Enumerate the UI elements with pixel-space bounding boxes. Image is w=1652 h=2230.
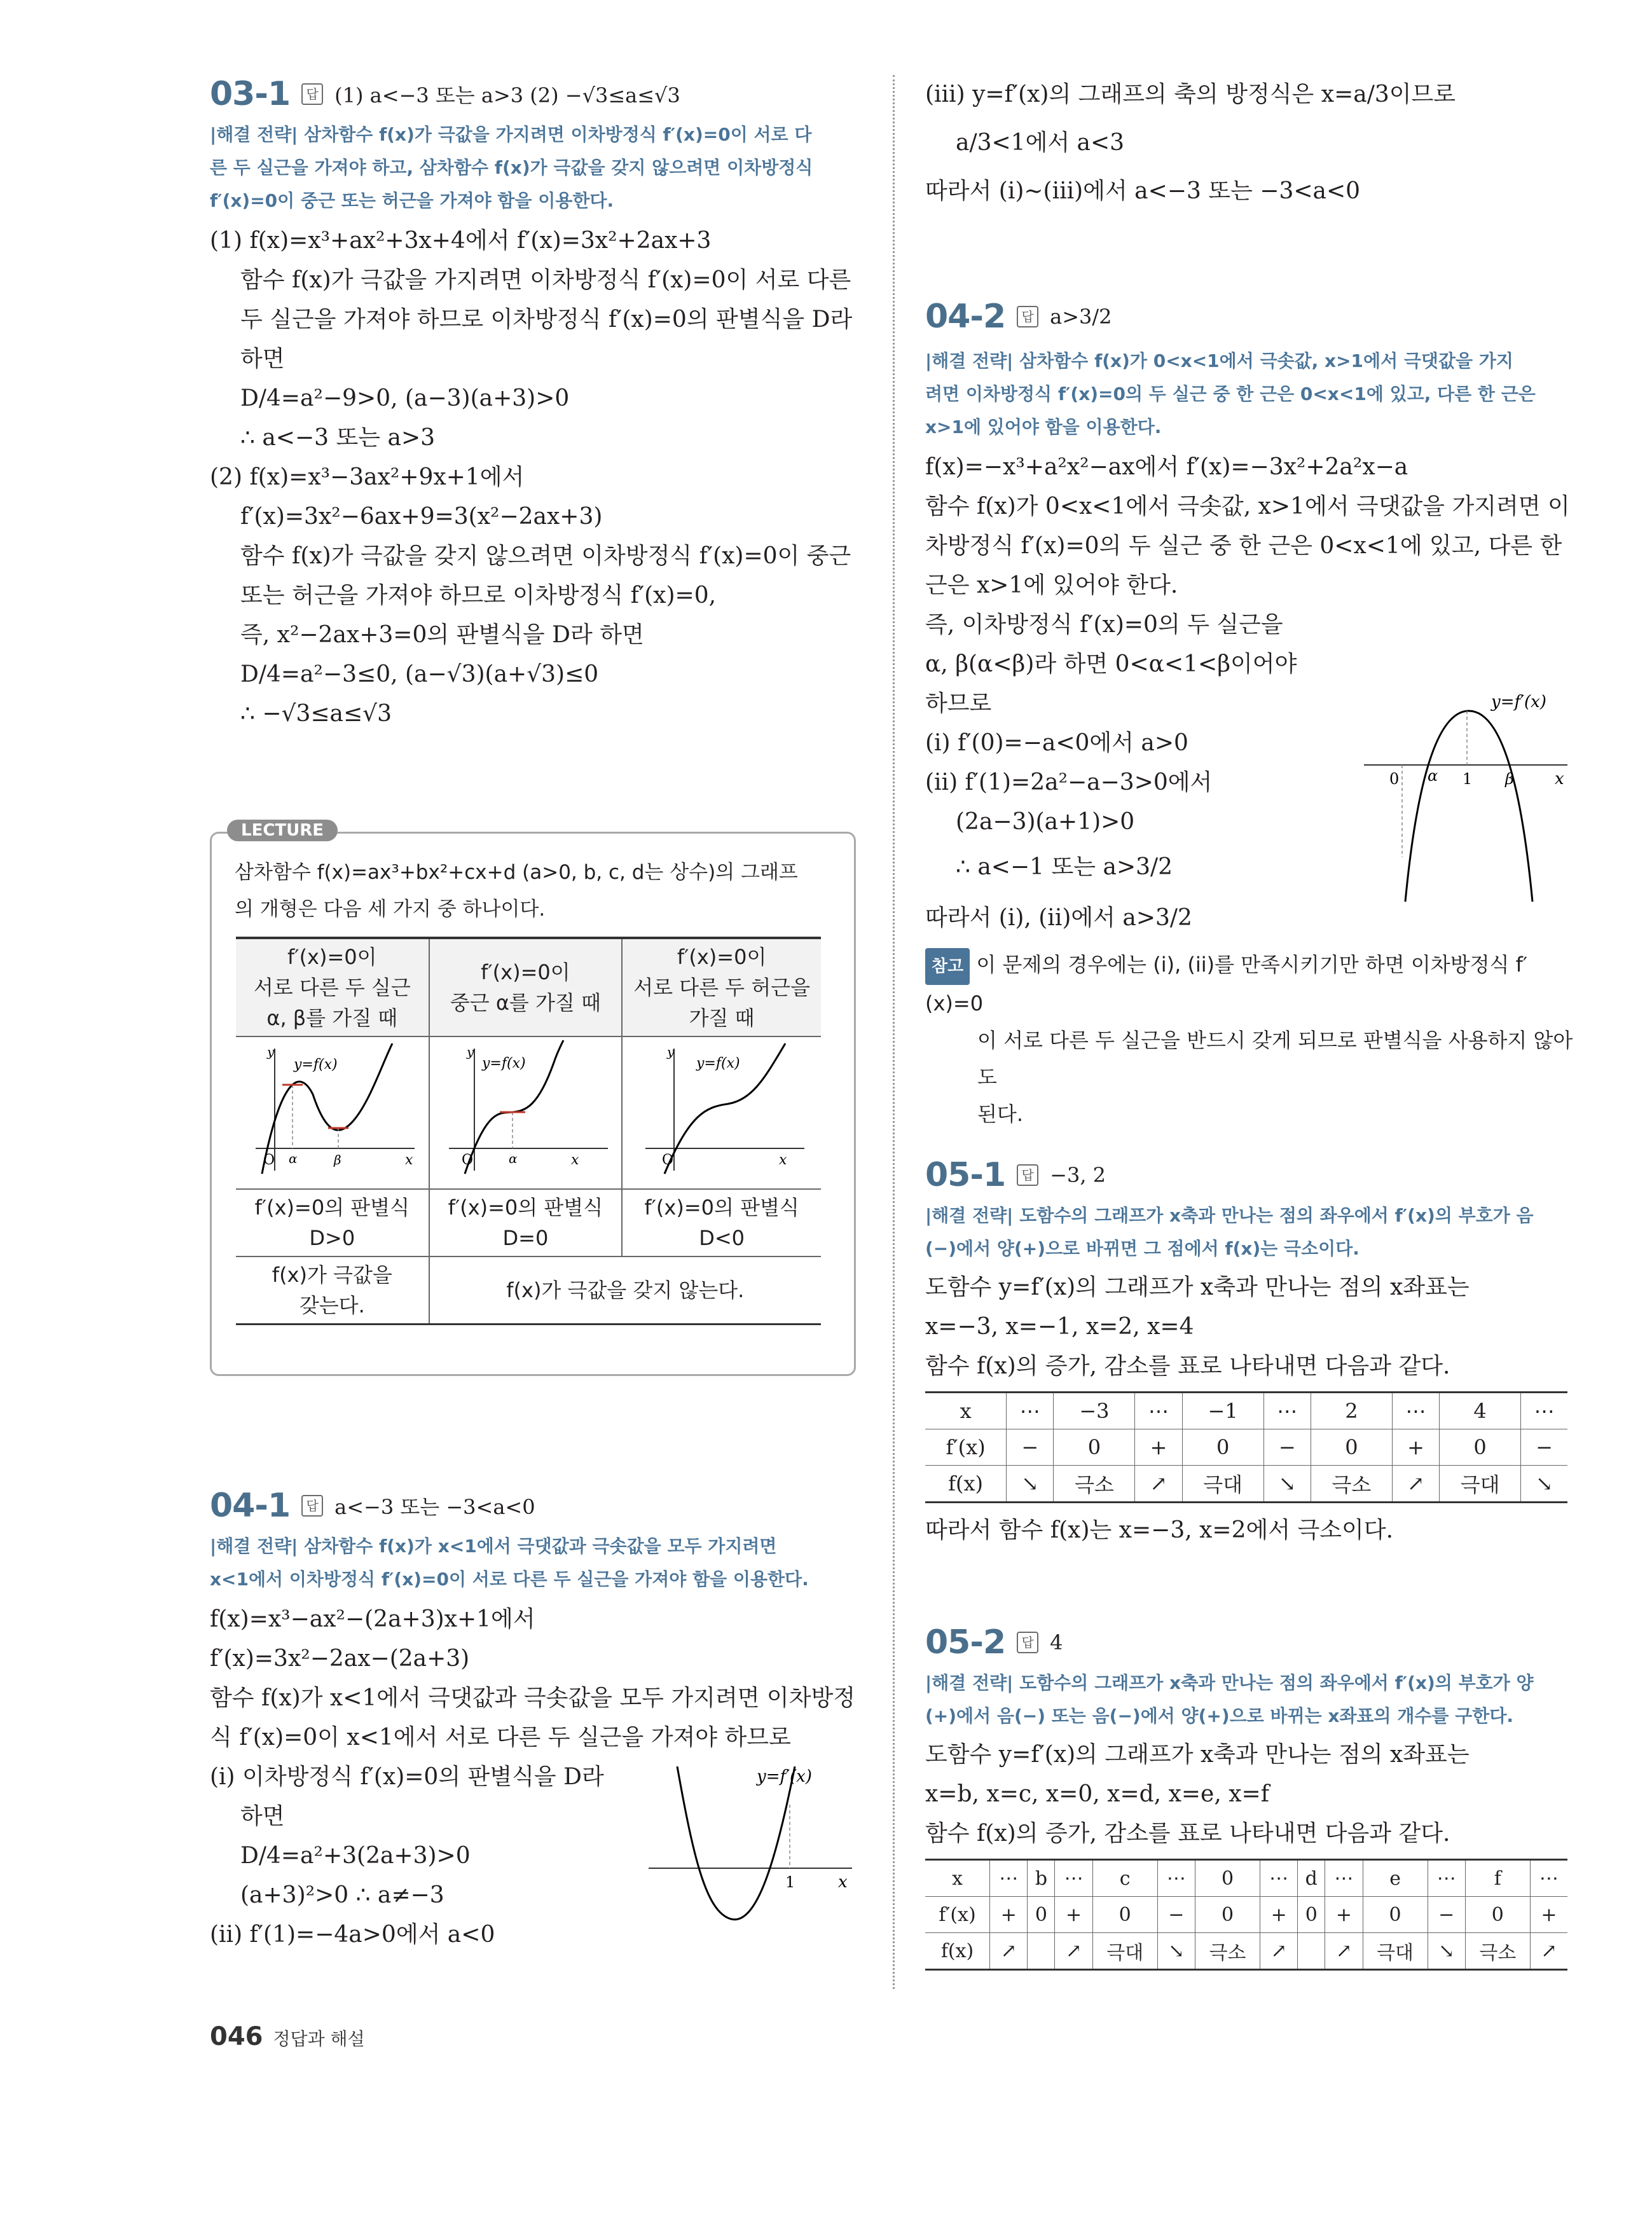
solution-line: (i) 이차방정식 f′(x)=0의 판별식을 D라 xyxy=(210,1764,604,1790)
alpha-label: α xyxy=(289,1151,298,1166)
problem-number: 05-2 xyxy=(925,1623,1006,1662)
solution-line: 하면 xyxy=(240,346,285,372)
solution-line: x=b, x=c, x=0, x=d, x=e, x=f xyxy=(925,1781,1270,1807)
origin-label: O xyxy=(263,1152,275,1168)
table-cell: 0 xyxy=(1311,1429,1392,1466)
table-cell: 극대 xyxy=(1182,1466,1263,1503)
disc-text: f′(x)=0의 판별식 xyxy=(644,1195,799,1220)
lecture-box xyxy=(210,821,856,1376)
result-text: 갖는다. xyxy=(299,1293,365,1318)
solution-line: 즉, x²−2ax+3=0의 판별식을 D라 하면 xyxy=(240,622,644,648)
solution-line: 도함수 y=f′(x)의 그래프가 x축과 만나는 점의 x좌표는 xyxy=(925,1742,1470,1768)
table-cell: ⋯ xyxy=(990,1860,1028,1897)
solution-line: f′(x)=3x²−2ax−(2a+3) xyxy=(210,1646,470,1672)
solution-line: 즉, 이차방정식 f′(x)=0의 두 실근을 xyxy=(925,612,1283,638)
strategy-line: 려면 이차방정식 f′(x)=0의 두 실근 중 한 근은 0<x<1에 있고, 다른 한 근은 xyxy=(925,383,1536,404)
strategy-line: x>1에 있어야 함을 이용한다. xyxy=(925,416,1162,437)
table-cell: − xyxy=(1157,1897,1195,1933)
solution-line: 도함수 y=f′(x)의 그래프가 x축과 만나는 점의 x좌표는 xyxy=(925,1274,1470,1300)
graph-no-real-root xyxy=(626,1037,817,1180)
problem-number: 04-1 xyxy=(210,1487,291,1525)
solution-line: (1) f(x)=x³+ax²+3x+4에서 f′(x)=3x²+2ax+3 xyxy=(210,228,712,254)
variation-table-05-1 xyxy=(925,1391,1567,1503)
solution-line: f(x)=−x³+a²x²−ax에서 f′(x)=−3x²+2a²x−a xyxy=(925,454,1408,480)
problem-04-2 xyxy=(925,298,1574,1132)
solution-line: a/3<1에서 a<3 xyxy=(956,130,1125,156)
conclusion-line: 따라서 함수 f(x)는 x=−3, x=2에서 극소이다. xyxy=(925,1517,1394,1543)
table-cell: f(x) xyxy=(925,1466,1007,1503)
table-cell: ↘ xyxy=(1521,1466,1567,1503)
axis-label: x xyxy=(571,1152,579,1168)
table-cell: ↗ xyxy=(990,1933,1028,1970)
solution-line: ∴ a<−3 또는 a>3 xyxy=(240,425,436,451)
disc-text: f′(x)=0의 판별식 xyxy=(254,1195,410,1220)
answer-text: a>3/2 xyxy=(1050,305,1112,329)
table-head: 중근 α를 가질 때 xyxy=(450,991,601,1015)
table-cell: − xyxy=(1521,1429,1567,1466)
solution-line: 두 실근을 가져야 하므로 이차방정식 f′(x)=0의 판별식을 D라 xyxy=(240,306,853,333)
solution-line: (2a−3)(a+1)>0 xyxy=(956,809,1135,835)
graph-double-root xyxy=(430,1037,621,1180)
tick-label: 0 xyxy=(1389,770,1400,788)
table-cell: ↘ xyxy=(1157,1933,1195,1970)
table-cell: 0 xyxy=(1440,1429,1521,1466)
tick-label: 1 xyxy=(785,1873,795,1891)
table-cell: + xyxy=(1392,1429,1439,1466)
table-cell: b xyxy=(1028,1860,1055,1897)
solution-line: 함수 f(x)가 극값을 가지려면 이차방정식 f′(x)=0이 서로 다른 xyxy=(240,267,851,293)
solution-line: 또는 허근을 가져야 하므로 이차방정식 f′(x)=0, xyxy=(240,582,717,609)
solution-line: 따라서 (i), (ii)에서 a>3/2 xyxy=(925,905,1192,931)
page-number: 046 xyxy=(210,2022,263,2051)
problem-number: 04-2 xyxy=(925,298,1006,336)
table-cell: ⋯ xyxy=(1157,1860,1195,1897)
solution-line: f(x)=x³−ax²−(2a+3)x+1에서 xyxy=(210,1606,535,1632)
strategy-line: (+)에서 음(−) 또는 음(−)에서 양(+)으로 바뀌는 x좌표의 개수를 구한다. xyxy=(925,1705,1514,1726)
table-cell: 극대 xyxy=(1363,1933,1428,1970)
solution-line: D/4=a²−3≤0, (a−√3)(a+√3)≤0 xyxy=(240,661,599,687)
solution-line: D/4=a²−9>0, (a−3)(a+3)>0 xyxy=(240,385,570,411)
table-cell: ↘ xyxy=(1263,1466,1311,1503)
table-cell: + xyxy=(1055,1897,1092,1933)
lecture-tag: LECTURE xyxy=(227,820,338,841)
table-cell: 0 xyxy=(1182,1429,1263,1466)
table-cell: ↗ xyxy=(1530,1933,1567,1970)
solution-line: (iii) y=f′(x)의 그래프의 축의 방정식은 x=a/3이므로 xyxy=(925,81,1456,107)
note-block xyxy=(925,946,1574,1132)
table-cell: 극소 xyxy=(1054,1466,1135,1503)
table-cell: ↗ xyxy=(1392,1466,1439,1503)
note-line: 된다. xyxy=(977,1102,1023,1126)
table-cell: ⋯ xyxy=(1428,1860,1465,1897)
table-cell: ⋯ xyxy=(1263,1393,1311,1429)
axis-label: x xyxy=(405,1152,413,1168)
origin-label: O xyxy=(662,1152,674,1168)
solution-line: 차방정식 f′(x)=0의 두 실근 중 한 근은 0<x<1에 있고, 다른 한 xyxy=(925,533,1562,559)
table-cell: 0 xyxy=(1363,1897,1428,1933)
solution-line: 따라서 (i)~(iii)에서 a<−3 또는 −3<a<0 xyxy=(925,178,1361,204)
answer-icon: 답 xyxy=(301,83,323,105)
graph-f-prime-04-2 xyxy=(1364,692,1574,902)
note-tag: 참고 xyxy=(925,948,970,985)
table-cell: f′(x) xyxy=(925,1897,990,1933)
page-footer xyxy=(210,2022,365,2051)
table-cell: 0 xyxy=(1465,1897,1530,1933)
table-head: f′(x)=0이 xyxy=(677,945,767,969)
strategy-line: |해결 전략| 도함수의 그래프가 x축과 만나는 점의 좌우에서 f′(x)의 부호가 음 xyxy=(925,1205,1534,1226)
table-cell: ⋯ xyxy=(1392,1393,1439,1429)
table-cell: 0 xyxy=(1028,1897,1055,1933)
strategy-line: |해결 전략| 삼차함수 f(x)가 x<1에서 극댓값과 극솟값을 모두 가지려면 xyxy=(210,1536,777,1557)
solution-line: ∴ −√3≤a≤√3 xyxy=(240,701,392,727)
table-cell: ↗ xyxy=(1055,1933,1092,1970)
table-head: 가질 때 xyxy=(689,1006,755,1030)
table-cell: −1 xyxy=(1182,1393,1263,1429)
problem-number: 03-1 xyxy=(210,75,291,113)
table-cell: 0 xyxy=(1054,1429,1135,1466)
axis-label: y xyxy=(667,1044,675,1059)
disc-text: D=0 xyxy=(502,1226,549,1250)
answer-icon: 답 xyxy=(1017,1632,1038,1653)
result-text: f(x)가 극값을 갖지 않는다. xyxy=(506,1278,745,1302)
solution-line: (ii) f′(1)=2a²−a−3>0에서 xyxy=(925,769,1213,795)
result-text: f(x)가 극값을 xyxy=(272,1263,392,1287)
table-cell: ⋯ xyxy=(1521,1393,1567,1429)
beta-label: β xyxy=(1505,770,1514,788)
column-divider xyxy=(893,75,895,1989)
table-cell: ⋯ xyxy=(1260,1860,1297,1897)
table-cell: 4 xyxy=(1440,1393,1521,1429)
table-cell xyxy=(1028,1933,1055,1970)
graph-label: y=f′(x) xyxy=(757,1767,812,1786)
table-cell: 극소 xyxy=(1195,1933,1260,1970)
problem-04-1 xyxy=(210,1487,858,1955)
table-cell: ⋯ xyxy=(1055,1860,1092,1897)
page-label: 정답과 해설 xyxy=(273,2028,365,2049)
table-cell: ↗ xyxy=(1325,1933,1363,1970)
solution-line: 하므로 xyxy=(925,691,992,717)
problem-04-1-continued xyxy=(925,75,1574,211)
table-cell: ⋯ xyxy=(1007,1393,1054,1429)
table-head: α, β를 가질 때 xyxy=(266,1006,398,1030)
answer-icon: 답 xyxy=(301,1495,323,1517)
problem-05-1 xyxy=(925,1156,1574,1550)
table-cell: ⋯ xyxy=(1325,1860,1363,1897)
table-cell: 2 xyxy=(1311,1393,1392,1429)
solution-line: 함수 f(x)의 증가, 감소를 표로 나타내면 다음과 같다. xyxy=(925,1353,1450,1379)
table-cell: − xyxy=(1263,1429,1311,1466)
strategy-line: 른 두 실근을 가져야 하고, 삼차함수 f(x)가 극값을 갖지 않으려면 이차방정식 xyxy=(210,157,813,178)
table-cell: f(x) xyxy=(925,1933,990,1970)
problem-05-2 xyxy=(925,1623,1574,1971)
solution-line: x=−3, x=−1, x=2, x=4 xyxy=(925,1314,1194,1340)
graph-label: y=f(x) xyxy=(294,1057,338,1073)
table-cell: + xyxy=(1260,1897,1297,1933)
problem-number: 05-1 xyxy=(925,1156,1006,1194)
answer-text: −3, 2 xyxy=(1050,1163,1106,1187)
table-cell: 0 xyxy=(1195,1860,1260,1897)
table-cell: 0 xyxy=(1092,1897,1157,1933)
graph-two-roots xyxy=(237,1037,427,1180)
disc-text: D<0 xyxy=(699,1226,745,1250)
beta-label: β xyxy=(334,1152,341,1167)
table-cell: ⋯ xyxy=(1530,1860,1567,1897)
table-cell: + xyxy=(990,1897,1028,1933)
graph-label: y=f(x) xyxy=(696,1056,740,1071)
table-cell: 극대 xyxy=(1092,1933,1157,1970)
table-cell: 0 xyxy=(1298,1897,1325,1933)
variation-table-05-2 xyxy=(925,1859,1567,1971)
alpha-label: α xyxy=(509,1151,518,1166)
table-cell: f xyxy=(1465,1860,1530,1897)
solution-line: 함수 f(x)가 x<1에서 극댓값과 극솟값을 모두 가지려면 이차방정 xyxy=(210,1685,856,1711)
table-cell: x xyxy=(925,1860,990,1897)
strategy-line: f′(x)=0이 중근 또는 허근을 가져야 함을 이용한다. xyxy=(210,190,614,211)
table-cell: e xyxy=(1363,1860,1428,1897)
table-head: f′(x)=0이 xyxy=(481,960,570,984)
lecture-intro-line: 삼차함수 f(x)=ax³+bx²+cx+d (a>0, b, c, d는 상수)의 그래프 xyxy=(235,861,798,884)
solution-line: 함수 f(x)가 극값을 갖지 않으려면 이차방정식 f′(x)=0이 중근 xyxy=(240,543,851,569)
solution-line: (ii) f′(1)=−4a>0에서 a<0 xyxy=(210,1922,495,1948)
answer-text: 4 xyxy=(1050,1630,1063,1655)
solution-line: α, β(α<β)라 하면 0<α<1<β이어야 xyxy=(925,651,1297,677)
axis-label: x xyxy=(1555,769,1564,788)
solution-line: 함수 f(x)의 증가, 감소를 표로 나타내면 다음과 같다. xyxy=(925,1820,1450,1847)
table-cell: + xyxy=(1135,1429,1182,1466)
graph-label: y=f(x) xyxy=(482,1056,526,1071)
table-cell: + xyxy=(1530,1897,1567,1933)
solution-line: (2) f(x)=x³−3ax²+9x+1에서 xyxy=(210,464,525,490)
disc-text: f′(x)=0의 판별식 xyxy=(448,1195,603,1220)
strategy-line: x<1에서 이차방정식 f′(x)=0이 서로 다른 두 실근을 가져야 함을 이용한다. xyxy=(210,1569,809,1590)
table-cell: 극소 xyxy=(1311,1466,1392,1503)
answer-text: (1) a<−3 또는 a>3 (2) −√3≤a≤√3 xyxy=(334,83,680,107)
answer-icon: 답 xyxy=(1017,306,1038,327)
tick-label: 1 xyxy=(1463,770,1473,788)
table-cell: 0 xyxy=(1195,1897,1260,1933)
answer-text: a<−3 또는 −3<a<0 xyxy=(334,1495,535,1519)
table-cell: ↘ xyxy=(1428,1933,1465,1970)
disc-text: D>0 xyxy=(309,1226,355,1250)
strategy-line: |해결 전략| 삼차함수 f(x)가 극값을 가지려면 이차방정식 f′(x)=0이 서로 다 xyxy=(210,124,812,145)
axis-label: y xyxy=(467,1044,474,1059)
answer-icon: 답 xyxy=(1017,1164,1038,1186)
strategy-line: (−)에서 양(+)으로 바뀌면 그 점에서 f(x)는 극소이다. xyxy=(925,1238,1359,1259)
solution-line: 식 f′(x)=0이 x<1에서 서로 다른 두 실근을 가져야 하므로 xyxy=(210,1724,791,1751)
strategy-line: |해결 전략| 도함수의 그래프가 x축과 만나는 점의 좌우에서 f′(x)의 부호가 양 xyxy=(925,1672,1534,1693)
axis-label: x xyxy=(838,1873,848,1892)
table-cell: ↗ xyxy=(1260,1933,1297,1970)
table-head: f′(x)=0이 xyxy=(287,945,377,969)
table-cell: ↘ xyxy=(1007,1466,1054,1503)
axis-label: x xyxy=(779,1152,787,1168)
note-line: 이 문제의 경우에는 (i), (ii)를 만족시키기만 하면 이차방정식 f′(x)=0 xyxy=(925,953,1528,1015)
solution-line: (a+3)²>0 ∴ a≠−3 xyxy=(240,1882,444,1908)
solution-line: 함수 f(x)가 0<x<1에서 극솟값, x>1에서 극댓값을 가지려면 이 xyxy=(925,493,1570,520)
table-cell: f′(x) xyxy=(925,1429,1007,1466)
table-cell: −3 xyxy=(1054,1393,1135,1429)
solution-line: 근은 x>1에 있어야 한다. xyxy=(925,572,1178,598)
origin-label: O xyxy=(462,1152,474,1168)
table-cell: 극대 xyxy=(1440,1466,1521,1503)
problem-03-1 xyxy=(210,75,858,734)
lecture-table xyxy=(236,937,821,1325)
table-cell: ↗ xyxy=(1135,1466,1182,1503)
table-head: 서로 다른 두 허근을 xyxy=(633,975,810,1000)
table-cell: + xyxy=(1325,1897,1363,1933)
lecture-intro-line: 의 개형은 다음 세 가지 중 하나이다. xyxy=(235,898,546,921)
note-line: 이 서로 다른 두 실근을 반드시 갖게 되므로 판별식을 사용하지 않아도 xyxy=(977,1028,1573,1089)
alpha-label: α xyxy=(1428,767,1438,785)
axis-label: y xyxy=(267,1044,275,1059)
solution-line: 하면 xyxy=(240,1803,285,1829)
solution-line: D/4=a²+3(2a+3)>0 xyxy=(240,1843,471,1869)
solution-line: (i) f′(0)=−a<0에서 a>0 xyxy=(925,730,1188,756)
graph-f-prime-04-1 xyxy=(649,1766,858,1951)
solution-line: f′(x)=3x²−6ax+9=3(x²−2ax+3) xyxy=(240,504,603,530)
strategy-line: |해결 전략| 삼차함수 f(x)가 0<x<1에서 극솟값, x>1에서 극댓값을 가지 xyxy=(925,350,1513,371)
table-cell: c xyxy=(1092,1860,1157,1897)
table-cell xyxy=(1298,1933,1325,1970)
table-cell: x xyxy=(925,1393,1007,1429)
table-cell: − xyxy=(1428,1897,1465,1933)
table-cell: d xyxy=(1298,1860,1325,1897)
graph-label: y=f′(x) xyxy=(1491,692,1546,712)
table-cell: − xyxy=(1007,1429,1054,1466)
table-cell: ⋯ xyxy=(1135,1393,1182,1429)
solution-line: ∴ a<−1 또는 a>3/2 xyxy=(956,854,1173,880)
table-cell: 극소 xyxy=(1465,1933,1530,1970)
table-head: 서로 다른 두 실근 xyxy=(253,975,411,1000)
